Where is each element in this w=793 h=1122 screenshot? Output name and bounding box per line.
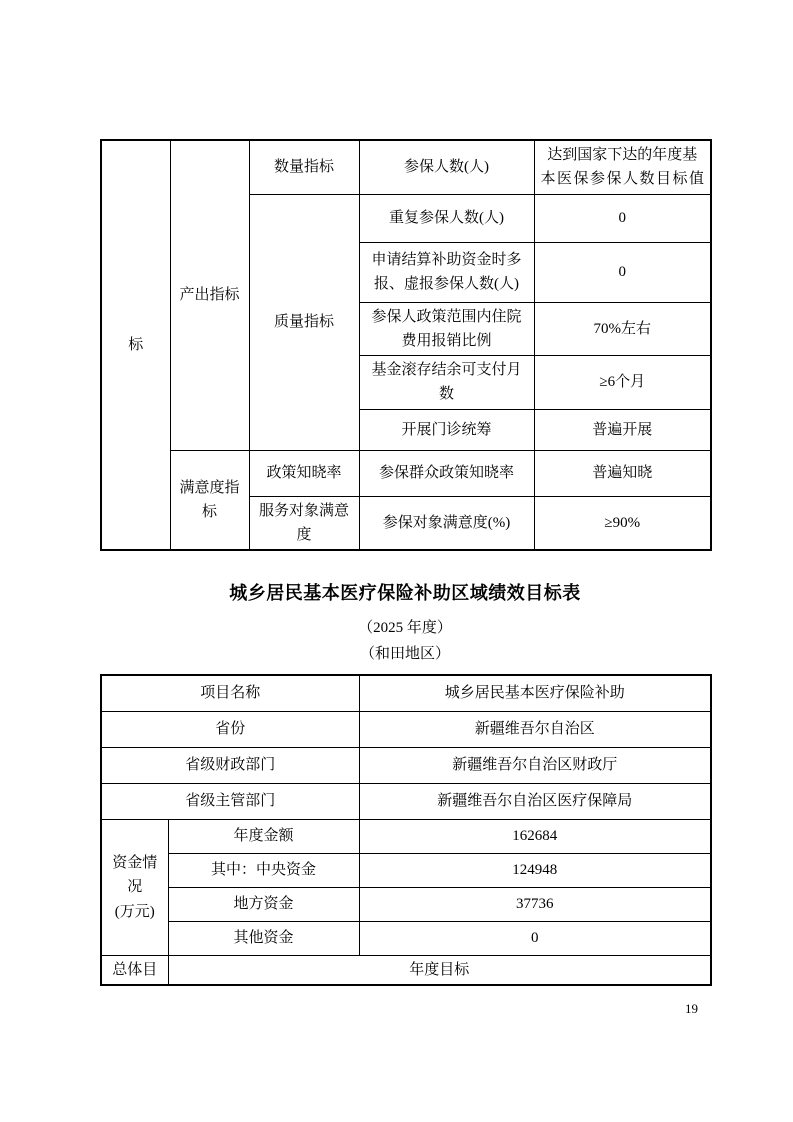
indicator-value-cell: 0 [534,194,711,242]
funding-label-cell: 地方资金 [168,887,359,921]
indicator-name-cell: 参保人政策范围内住院费用报销比例 [359,302,534,356]
info-value-cell: 新疆维吾尔自治区医疗保障局 [359,783,711,819]
page-number: 19 [685,1001,698,1016]
table-row [101,747,711,783]
info-value-cell: 新疆维吾尔自治区财政厅 [359,747,711,783]
indicator-value-cell: 普遍开展 [534,409,711,450]
info-label-cell: 省级主管部门 [101,783,359,819]
indicator-value-cell: ≥90% [534,496,711,550]
indicator-value-cell: 0 [534,242,711,302]
group-output-cell: 产出指标 [170,140,249,450]
info-label-cell: 省份 [101,711,359,747]
subgroup-quality-cell: 质量指标 [249,194,359,450]
table-row [101,711,711,747]
title-block [100,579,710,663]
indicator-name-cell: 重复参保人数(人) [359,194,534,242]
funding-value-cell: 162684 [359,819,711,853]
subtitle-year: （2025 年度） [358,620,452,637]
funding-label-cell: 年度金额 [168,819,359,853]
info-value-cell: 城乡居民基本医疗保险补助 [359,675,711,711]
funding-value-cell: 0 [359,921,711,955]
table-row [101,675,711,711]
overall-goal-value-cell: 年度目标 [168,955,711,985]
funding-value-cell: 37736 [359,887,711,921]
funding-group-label: 资金情况 [112,854,158,896]
table-row [101,140,711,194]
indicator-value-cell: 70%左右 [534,302,711,356]
table-row [101,819,711,853]
indicator-name-cell: 参保对象满意度(%) [359,496,534,550]
indicator-name-cell: 参保群众政策知晓率 [359,450,534,496]
table-row [101,783,711,819]
indicator-name-cell: 开展门诊统筹 [359,409,534,450]
funding-group-cell [101,819,168,955]
info-value-cell: 新疆维吾尔自治区 [359,711,711,747]
table-row [101,853,711,887]
table-row [101,450,711,496]
indicator-value-cell: 达到国家下达的年度基本医保参保人数目标值 [534,140,711,194]
funding-group-unit: (万元) [114,903,155,920]
indicator-name-cell: 参保人数(人) [359,140,534,194]
info-label-cell: 省级财政部门 [101,747,359,783]
group-satisfaction-cell: 满意度指标 [170,450,249,550]
indicator-value-cell: 普遍知晓 [534,450,711,496]
indicator-stub-cell: 标 [101,140,170,550]
overall-goal-label-cell: 总体目 [101,955,168,985]
indicator-table [100,139,712,551]
indicator-name-cell: 申请结算补助资金时多报、虚报参保人数(人) [359,242,534,302]
table-title: 城乡居民基本医疗保险补助区域绩效目标表 [229,583,581,604]
subgroup-service-satisfaction-cell: 服务对象满意度 [249,496,359,550]
subtitle-region: （和田地区） [359,646,450,663]
info-label-cell: 项目名称 [101,675,359,711]
indicator-name-cell: 基金滚存结余可支付月数 [359,356,534,410]
indicator-value-cell: ≥6个月 [534,356,711,410]
funding-label-cell: 其他资金 [168,921,359,955]
target-table [100,674,712,986]
subgroup-awareness-cell: 政策知晓率 [249,450,359,496]
table-row [101,887,711,921]
funding-value-cell: 124948 [359,853,711,887]
table-row [101,955,711,985]
funding-label-cell: 其中：中央资金 [168,853,359,887]
subgroup-quantity-cell: 数量指标 [249,140,359,194]
page-content [100,139,710,986]
table-row [101,921,711,955]
